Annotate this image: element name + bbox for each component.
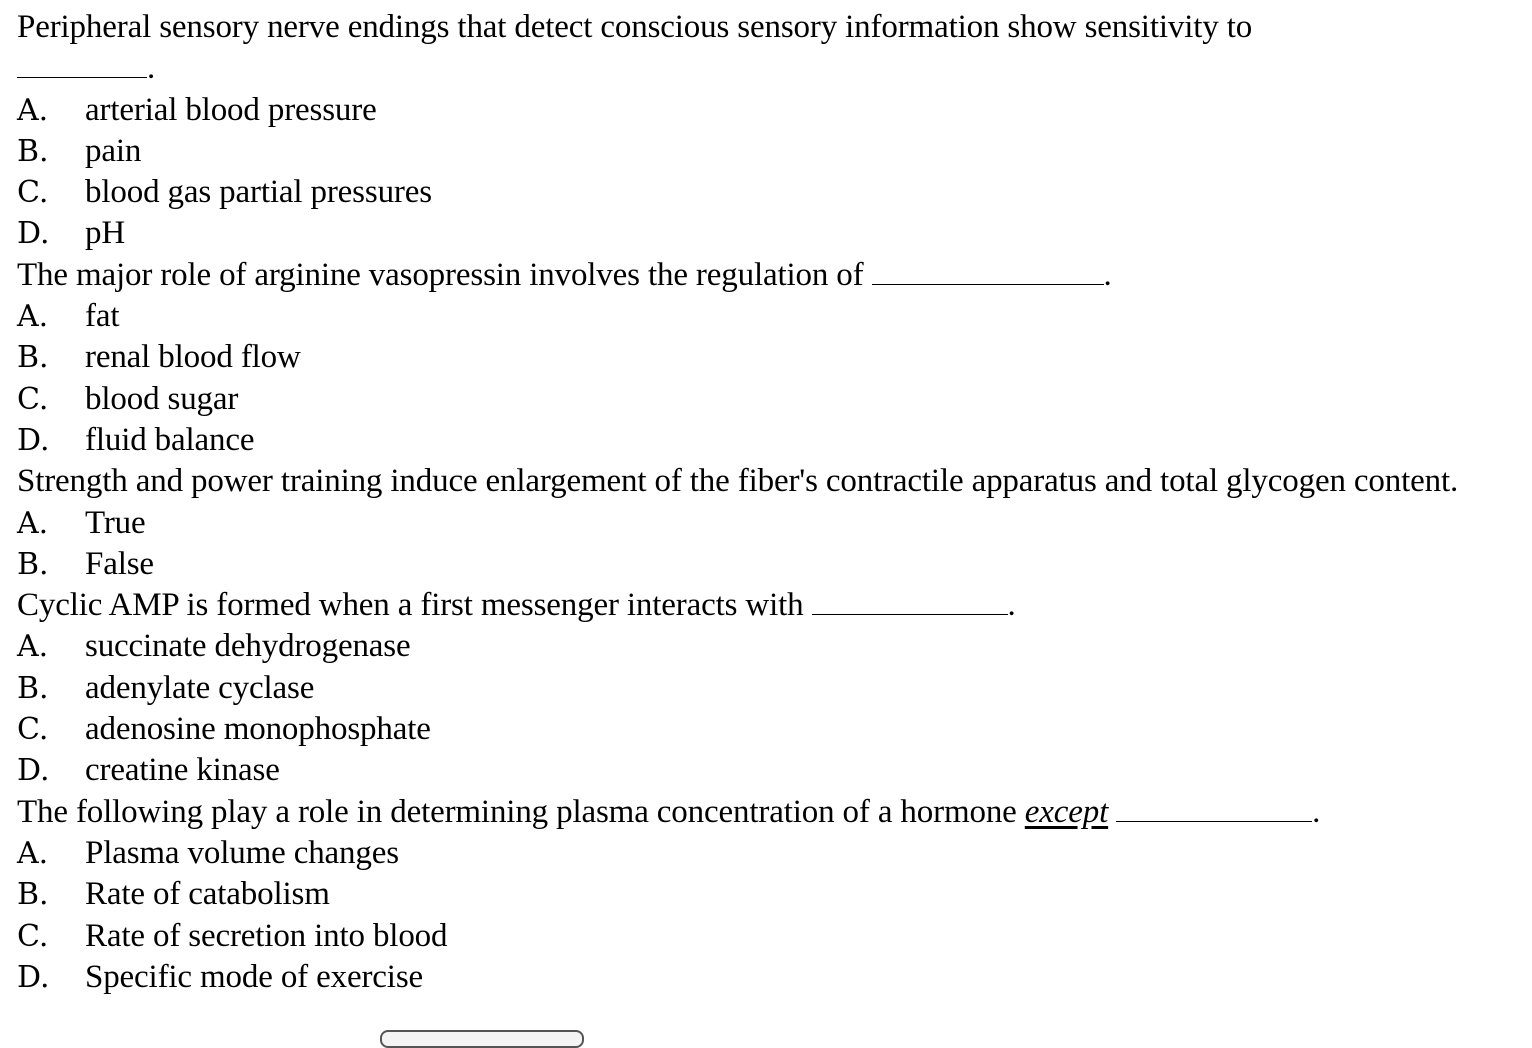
partially-visible-widget[interactable] [380,1030,584,1048]
option-a[interactable]: A. fat [17,298,120,335]
option-a[interactable]: A. True [17,504,146,541]
emphasis-text: except [1024,793,1109,830]
option-a[interactable]: A. arterial blood pressure [17,91,377,128]
question-stem: Strength and power training induce enlargement of the fiber's contractile apparatus and total glycogen content. [17,463,1459,500]
question-stem: The major role of arginine vasopressin involves the regulation of . [17,256,1112,293]
option-c[interactable]: C. adenosine monophosphate [17,711,431,748]
answer-blank [17,51,147,78]
option-a[interactable]: A. Plasma volume changes [17,834,399,871]
question-stem: Cyclic AMP is formed when a first messenger interacts with . [17,587,1016,624]
option-b[interactable]: B. pain [17,132,142,169]
option-d[interactable]: D. Specific mode of exercise [17,958,424,995]
answer-blank [812,588,1008,615]
answer-blank [872,258,1104,285]
question-5 [17,792,1517,998]
option-b[interactable]: B. False [17,545,154,582]
option-b[interactable]: B. Rate of catabolism [17,876,330,913]
option-c[interactable]: C. blood sugar [17,380,239,417]
option-d[interactable]: D. fluid balance [17,421,255,458]
option-c[interactable]: C. blood gas partial pressures [17,174,432,211]
option-c[interactable]: C. Rate of secretion into blood [17,917,448,954]
option-d[interactable]: D. pH [17,215,126,252]
option-d[interactable]: D. creatine kinase [17,752,280,789]
quiz-document [17,7,1517,998]
question-3 [17,461,1517,585]
option-b[interactable]: B. adenylate cyclase [17,669,315,706]
question-stem: The following play a role in determining plasma concentration of a hormone except . [17,793,1321,830]
question-2 [17,255,1517,461]
option-b[interactable]: B. renal blood flow [17,339,301,376]
option-a[interactable]: A. succinate dehydrogenase [17,628,411,665]
answer-blank-line: . [17,48,1517,89]
question-1 [17,7,1517,255]
answer-blank [1116,795,1312,822]
question-4 [17,585,1517,791]
question-stem: Peripheral sensory nerve endings that detect conscious sensory information show sensitivity to [17,9,1253,45]
